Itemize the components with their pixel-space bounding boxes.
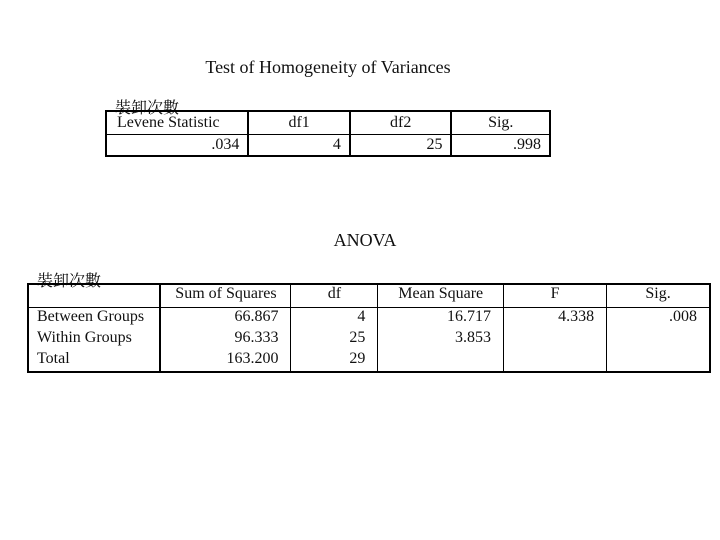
anova-header-f: F <box>504 284 607 308</box>
levene-table-title: Test of Homogeneity of Variances <box>205 57 451 77</box>
anova-header-row <box>28 284 710 308</box>
levene-sig-value: .998 <box>451 135 550 157</box>
anova-cell-sig <box>607 350 710 372</box>
anova-cell-sig <box>607 329 710 350</box>
anova-cell-df: 29 <box>291 350 378 372</box>
levene-df2-value: 25 <box>350 135 452 157</box>
anova-cell-sig: .008 <box>607 308 710 330</box>
anova-cell-mean-square <box>378 350 504 372</box>
levene-dependent-variable: 裝卸次數 <box>115 100 180 117</box>
anova-row-label: Between Groups <box>37 308 145 325</box>
anova-cell-df: 4 <box>291 308 378 330</box>
anova-dependent-variable: 裝卸次數 <box>37 273 102 290</box>
anova-cell-f <box>504 350 607 372</box>
levene-header-sig: Sig. <box>451 111 550 135</box>
anova-cell-sum-of-squares: 66.867 <box>160 308 291 330</box>
anova-row-total <box>28 350 710 372</box>
levene-df1-value: 4 <box>248 135 349 157</box>
anova-cell-sum-of-squares: 163.200 <box>160 350 291 372</box>
anova-cell-mean-square: 3.853 <box>378 329 504 350</box>
anova-cell-f: 4.338 <box>504 308 607 330</box>
anova-cell-sum-of-squares: 96.333 <box>160 329 291 350</box>
anova-row-label: Within Groups <box>37 329 132 346</box>
anova-header-mean-square: Mean Square <box>378 284 504 308</box>
anova-header-df: df <box>291 284 378 308</box>
levene-value-row <box>106 135 550 157</box>
levene-header-row <box>106 111 550 135</box>
anova-table <box>27 283 711 373</box>
anova-row-label: Total <box>37 350 70 367</box>
anova-row-within-groups <box>28 329 710 350</box>
anova-cell-mean-square: 16.717 <box>378 308 504 330</box>
levene-header-statistic: Levene Statistic <box>106 111 248 135</box>
levene-statistic-value: .034 <box>211 136 240 153</box>
anova-cell-df: 25 <box>291 329 378 350</box>
levene-table <box>105 110 551 157</box>
anova-header-blank <box>28 284 160 308</box>
anova-cell-f <box>504 329 607 350</box>
anova-header-sig: Sig. <box>607 284 710 308</box>
anova-table-title: ANOVA <box>333 230 397 250</box>
anova-header-sum-of-squares: Sum of Squares <box>160 284 291 308</box>
levene-header-df2: df2 <box>350 111 452 135</box>
anova-row-between-groups <box>28 308 710 330</box>
levene-header-df1: df1 <box>248 111 349 135</box>
